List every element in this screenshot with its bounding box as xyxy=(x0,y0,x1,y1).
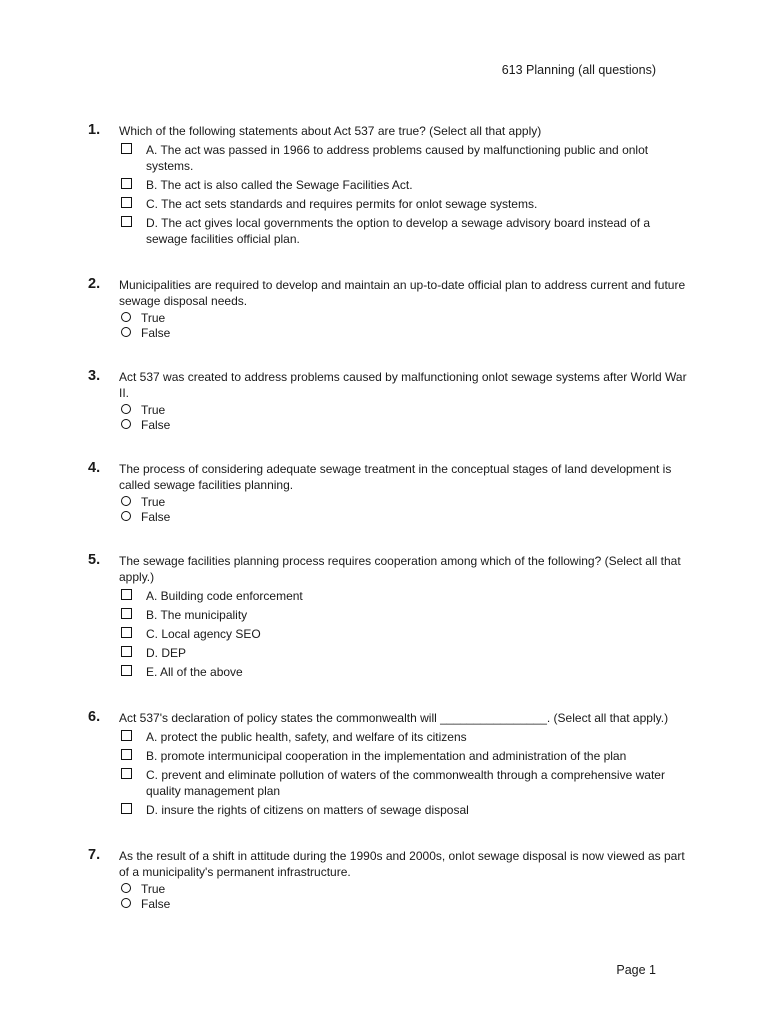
option-b[interactable]: B. The municipality xyxy=(119,607,688,623)
checkbox-icon[interactable] xyxy=(121,730,132,741)
radio-icon[interactable] xyxy=(121,496,131,506)
question-2 xyxy=(88,277,688,341)
question-number: 5. xyxy=(88,552,101,568)
question-number: 6. xyxy=(88,709,101,725)
option-a[interactable]: A. protect the public health, safety, and welfare of its citizens xyxy=(119,729,688,745)
question-number: 7. xyxy=(88,847,101,863)
question-text: The process of considering adequate sewage treatment in the conceptual stages of land development is called sewage facilities planning. xyxy=(119,462,672,492)
checkbox-icon[interactable] xyxy=(121,589,132,600)
question-3 xyxy=(88,369,688,433)
question-text: Municipalities are required to develop and maintain an up-to-date official plan to address current and future sewage disposal needs. xyxy=(119,278,686,308)
document-header: 613 Planning (all questions) xyxy=(501,63,656,77)
question-text: Which of the following statements about Act 537 are true? (Select all that apply) xyxy=(119,124,542,138)
checkbox-icon[interactable] xyxy=(121,768,132,779)
question-5 xyxy=(88,553,688,680)
option-b[interactable]: B. The act is also called the Sewage Facilities Act. xyxy=(119,177,688,193)
option-e[interactable]: E. All of the above xyxy=(119,664,688,680)
radio-icon[interactable] xyxy=(121,898,131,908)
checkbox-icon[interactable] xyxy=(121,143,132,154)
option-b[interactable]: B. promote intermunicipal cooperation in the implementation and administration of the plan xyxy=(119,748,688,764)
option-true[interactable]: True xyxy=(119,310,688,326)
checkbox-icon[interactable] xyxy=(121,216,132,227)
checkbox-icon[interactable] xyxy=(121,608,132,619)
radio-icon[interactable] xyxy=(121,404,131,414)
question-text: The sewage facilities planning process requires cooperation among which of the following? (Select all that apply.) xyxy=(119,554,681,584)
question-7 xyxy=(88,848,688,912)
radio-icon[interactable] xyxy=(121,883,131,893)
option-false[interactable]: False xyxy=(119,509,688,525)
option-d[interactable]: D. insure the rights of citizens on matters of sewage disposal xyxy=(119,802,688,818)
option-c[interactable]: C. prevent and eliminate pollution of waters of the commonwealth through a comprehensive water quality management plan xyxy=(119,767,688,799)
question-6 xyxy=(88,710,688,818)
question-text: Act 537 was created to address problems caused by malfunctioning onlot sewage systems after World War II. xyxy=(119,370,687,400)
page-number: Page 1 xyxy=(616,963,656,977)
radio-icon[interactable] xyxy=(121,419,131,429)
option-a[interactable]: A. The act was passed in 1966 to address problems caused by malfunctioning public and onlot systems. xyxy=(119,142,688,174)
option-c[interactable]: C. Local agency SEO xyxy=(119,626,688,642)
option-d[interactable]: D. DEP xyxy=(119,645,688,661)
checkbox-icon[interactable] xyxy=(121,178,132,189)
option-d[interactable]: D. The act gives local governments the option to develop a sewage advisory board instead of a sewage facilities official plan. xyxy=(119,215,688,247)
radio-icon[interactable] xyxy=(121,511,131,521)
question-text: As the result of a shift in attitude during the 1990s and 2000s, onlot sewage disposal is now viewed as part of a municipality's permanent infrastructure. xyxy=(119,849,685,879)
question-number: 1. xyxy=(88,122,101,138)
question-list xyxy=(88,123,688,912)
question-number: 2. xyxy=(88,276,101,292)
option-false[interactable]: False xyxy=(119,896,688,912)
checkbox-icon[interactable] xyxy=(121,627,132,638)
question-number: 4. xyxy=(88,460,101,476)
option-true[interactable]: True xyxy=(119,881,688,897)
question-4 xyxy=(88,461,688,525)
radio-icon[interactable] xyxy=(121,327,131,337)
radio-icon[interactable] xyxy=(121,312,131,322)
option-false[interactable]: False xyxy=(119,417,688,433)
checkbox-icon[interactable] xyxy=(121,803,132,814)
checkbox-icon[interactable] xyxy=(121,665,132,676)
option-true[interactable]: True xyxy=(119,402,688,418)
question-number: 3. xyxy=(88,368,101,384)
option-true[interactable]: True xyxy=(119,494,688,510)
question-text: Act 537's declaration of policy states the commonwealth will ________________. (Select all that apply.) xyxy=(119,711,669,725)
checkbox-icon[interactable] xyxy=(121,749,132,760)
option-false[interactable]: False xyxy=(119,325,688,341)
checkbox-icon[interactable] xyxy=(121,646,132,657)
checkbox-icon[interactable] xyxy=(121,197,132,208)
option-a[interactable]: A. Building code enforcement xyxy=(119,588,688,604)
option-c[interactable]: C. The act sets standards and requires permits for onlot sewage systems. xyxy=(119,196,688,212)
question-1 xyxy=(88,123,688,247)
